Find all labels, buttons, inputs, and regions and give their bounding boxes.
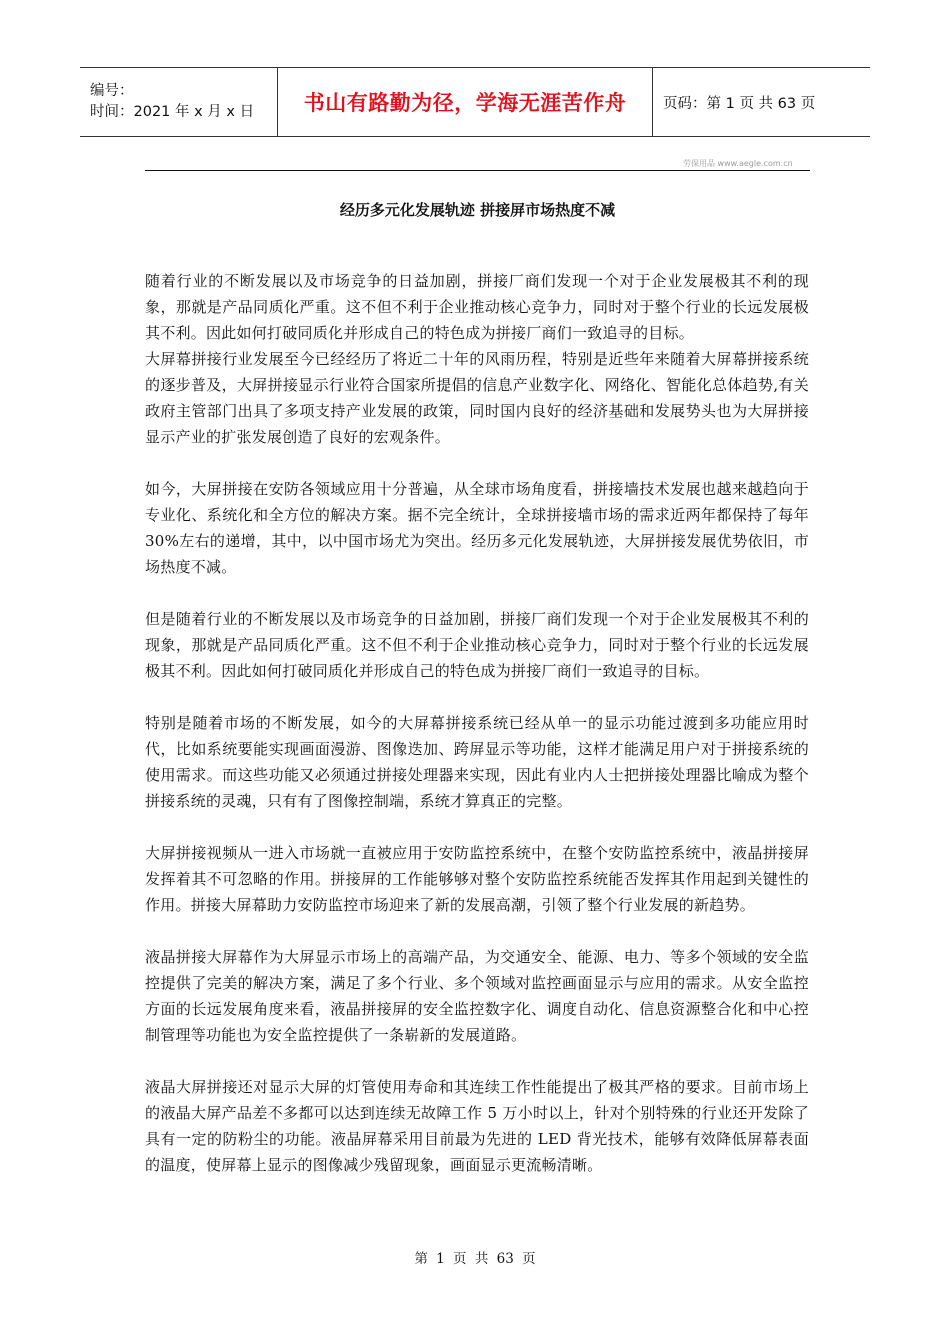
page-info: 页码：第 1 页 共 63 页 [663,95,816,112]
header-page-cell [653,68,870,136]
header-rule [145,170,810,171]
article-body [145,268,809,1178]
paragraph: 如今，大屏拼接在安防各领域应用十分普遍，从全球市场角度看，拼接墙技术发展也越来越趋向于专业化、系统化和全方位的解决方案。据不完全统计，全球拼接墙市场的需求近两年都保持了每年 30%左右的递增，其中，以中国市场尤为突出。经历多元化发展轨迹，大屏拼接发展优势依旧，市场热度不减。 [145,480,809,576]
paragraph: 特别是随着市场的不断发展，如今的大屏幕拼接系统已经从单一的显示功能过渡到多功能应用时代，比如系统要能实现画面漫游、图像迭加、跨屏显示等功能，这样才能满足用户对于拼接系统的使用需求。而这些功能又必须通过拼接处理器来实现，因此有业内人士把拼接处理器比喻成为整个拼接系统的灵魂，只有有了图像控制端，系统才算真正的完整。 [145,714,809,810]
date-label: 时间：2021 年 x 月 x 日 [90,104,255,120]
paragraph: 随着行业的不断发展以及市场竞争的日益加剧，拼接厂商们发现一个对于企业发展极其不利的现象，那就是产品同质化严重。这不但不利于企业推动核心竞争力，同时对于整个行业的长远发展极其不利。因此如何打破同质化并形成自己的特色成为拼接厂商们一致追寻的目标。 [145,272,809,342]
watermark: 劳保用品 www.aegle.com.cn [683,159,793,168]
paragraph: 大屏幕拼接行业发展至今已经经历了将近二十年的风雨历程，特别是近些年来随着大屏幕拼接系统的逐步普及，大屏拼接显示行业符合国家所提倡的信息产业数字化、网络化、智能化总体趋势,有关政府主管部门出具了多项支持产业发展的政策，同时国内良好的经济基础和发展势头也为大屏拼接显示产业的扩张发展创造了良好的宏观条件。 [145,350,809,446]
paragraph: 大屏拼接视频从一进入市场就一直被应用于安防监控系统中，在整个安防监控系统中，液晶拼接屏发挥着其不可忽略的作用。拼接屏的工作能够够对整个安防监控系统能否发挥其作用起到关键性的作用。拼接大屏幕助力安防监控市场迎来了新的发展高潮，引领了整个行业发展的新趋势。 [145,844,809,914]
header-info-cell [80,68,278,136]
serial-label: 编号： [90,83,134,99]
header-motto-cell [278,68,653,136]
paragraph: 液晶拼接大屏幕作为大屏显示市场上的高端产品，为交通安全、能源、电力、等多个领域的安全监控提供了完美的解决方案，满足了多个行业、多个领域对监控画面显示与应用的需求。从安全监控方面的长远发展角度来看，液晶拼接屏的安全监控数字化、调度自动化、信息资源整合化和中心控制管理等功能也为安全监控提供了一条崭新的发展道路。 [145,948,809,1044]
document-header [80,67,870,137]
article-title: 经历多元化发展轨迹 拼接屏市场热度不减 [339,201,616,219]
motto: 书山有路勤为径，学海无涯苦作舟 [303,91,627,115]
paragraph: 液晶大屏拼接还对显示大屏的灯管使用寿命和其连续工作性能提出了极其严格的要求。目前市场上的液晶大屏产品差不多都可以达到连续无故障工作 5 万小时以上，针对个别特殊的行业还开发除了具有一定的防粉尘的功能。液晶屏幕采用目前最为先进的 LED 背光技术，能够有效降低屏幕表面的温度，使屏幕上显示的图像减少残留现象，画面显示更流畅清晰。 [145,1078,809,1174]
page-footer: 第 1 页 共 63 页 [414,1251,536,1267]
paragraph: 但是随着行业的不断发展以及市场竞争的日益加剧，拼接厂商们发现一个对于企业发展极其不利的现象，那就是产品同质化严重。这不但不利于企业推动核心竞争力，同时对于整个行业的长远发展极其不利。因此如何打破同质化并形成自己的特色成为拼接厂商们一致追寻的目标。 [145,610,809,680]
